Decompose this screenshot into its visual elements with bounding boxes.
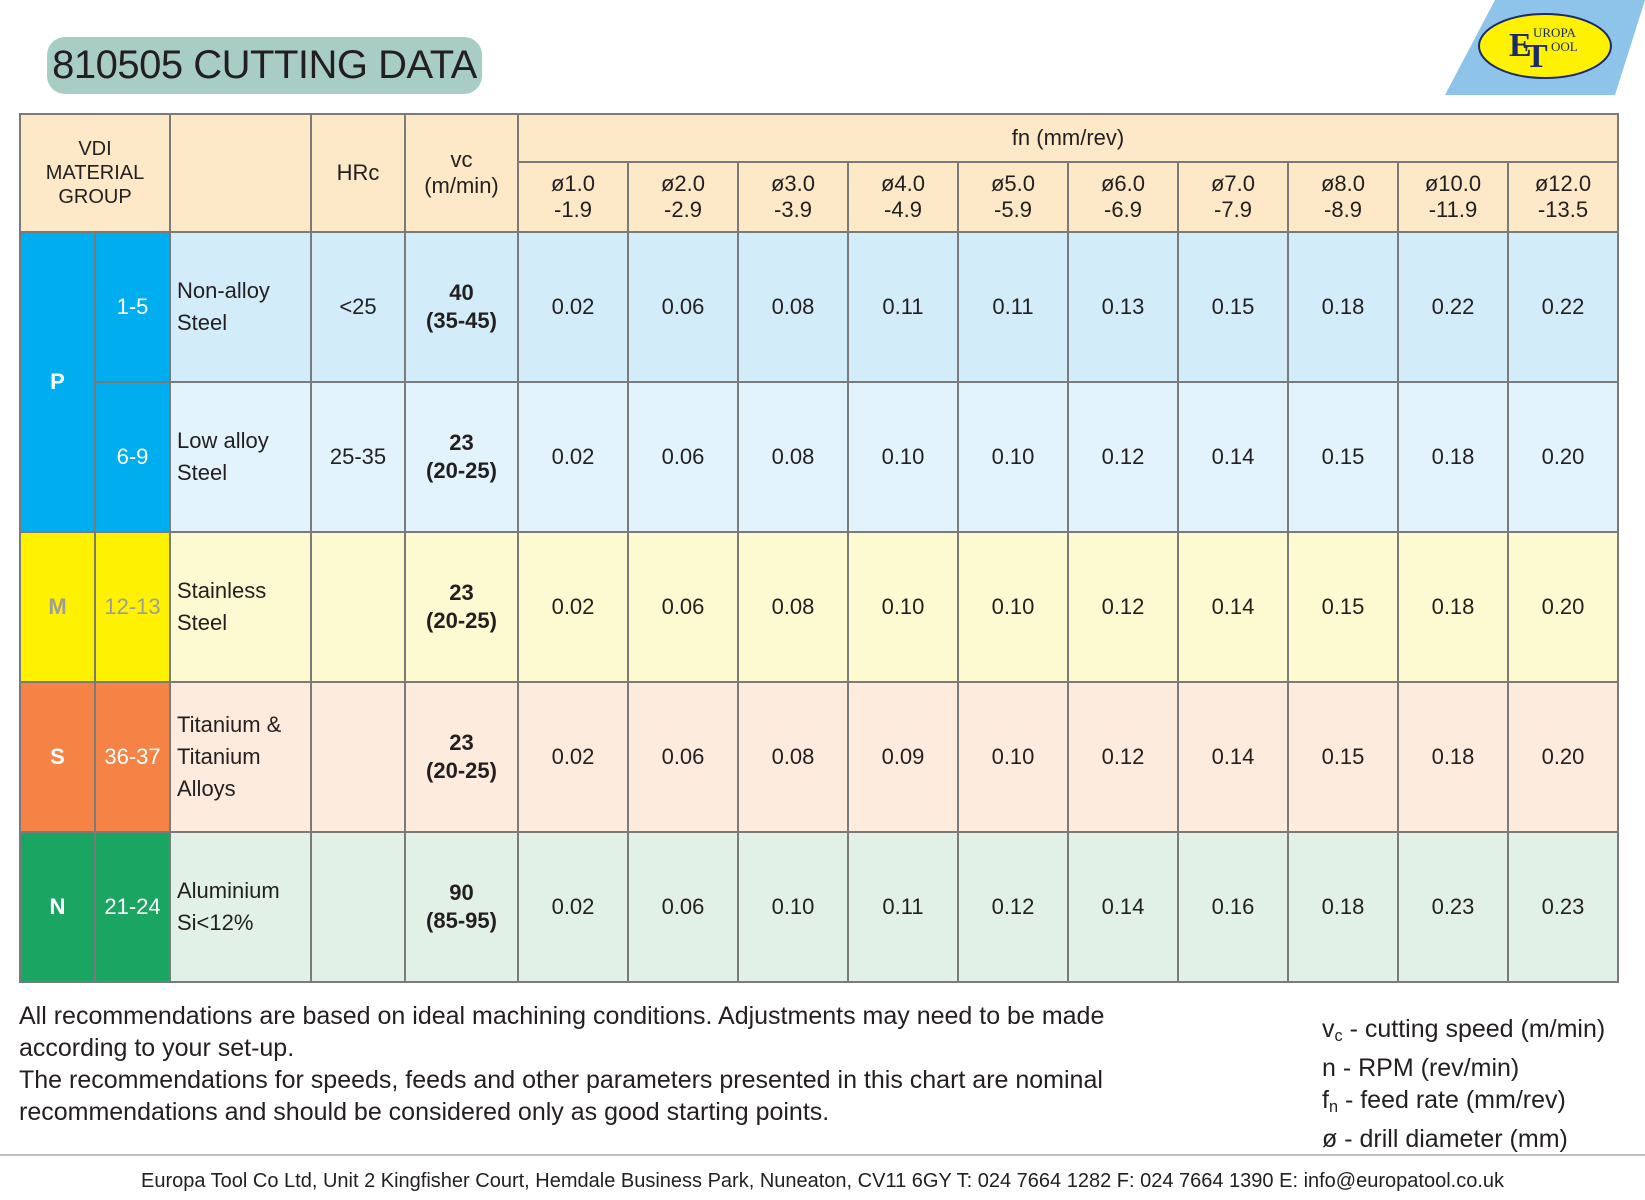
note-2: The recommendations for speeds, feeds and other parameters presented in this chart are nominal recommendations and should be considered only as good starting points. [19, 1066, 1103, 1126]
vc-nominal: 23 [449, 730, 474, 755]
diameter-from: ø10.0 [1424, 171, 1482, 196]
legend-description: - cutting speed (m/min) [1342, 1015, 1606, 1043]
svg-text:E: E [1509, 27, 1532, 64]
feed-value: 0.06 [628, 682, 738, 832]
svg-text:UROPA: UROPA [1533, 25, 1576, 40]
vc-value [405, 682, 518, 832]
diameter-to: -5.9 [994, 197, 1032, 222]
feed-value: 0.18 [1398, 532, 1508, 682]
legend-symbol: ø [1322, 1125, 1338, 1153]
legend-description: - RPM (rev/min) [1335, 1054, 1520, 1082]
vc-range: (35-45) [426, 308, 497, 333]
feed-value: 0.15 [1288, 382, 1398, 532]
feed-value: 0.13 [1068, 232, 1178, 382]
diameter-to: -13.5 [1537, 197, 1589, 222]
svg-text:T: T [1525, 38, 1548, 75]
legend-item [1322, 1013, 1642, 1052]
vc-value [405, 232, 518, 382]
vdi-range: 6-9 [95, 382, 170, 532]
svg-text:OOL: OOL [1551, 39, 1578, 54]
material-name: Aluminium Si<12% [170, 832, 311, 982]
diameter-header [518, 162, 628, 232]
feed-value: 0.11 [848, 832, 958, 982]
table-row [20, 232, 1618, 382]
diameter-from: ø7.0 [1210, 171, 1256, 196]
feed-value: 0.10 [958, 682, 1068, 832]
feed-value: 0.02 [518, 532, 628, 682]
table-row [20, 382, 1618, 532]
material-name: Stainless Steel [170, 532, 311, 682]
material-group-letter: M [20, 532, 95, 682]
table-row [20, 832, 1618, 982]
europa-tool-logo [1445, 0, 1645, 95]
feed-value: 0.20 [1508, 382, 1618, 532]
diameter-to: -4.9 [884, 197, 922, 222]
feed-value: 0.12 [1068, 382, 1178, 532]
feed-value: 0.10 [958, 382, 1068, 532]
diameter-header [628, 162, 738, 232]
feed-value: 0.10 [848, 382, 958, 532]
feed-value: 0.12 [1068, 532, 1178, 682]
feed-value: 0.12 [958, 832, 1068, 982]
notes [19, 1000, 1149, 1128]
diameter-from: ø12.0 [1534, 171, 1592, 196]
hrc-value: <25 [311, 232, 405, 382]
feed-value: 0.06 [628, 832, 738, 982]
feed-value: 0.15 [1288, 532, 1398, 682]
feed-value: 0.16 [1178, 832, 1288, 982]
legend-subscript: c [1334, 1027, 1343, 1045]
legend [1322, 1013, 1642, 1155]
vc-range: (85-95) [426, 908, 497, 933]
note-1: All recommendations are based on ideal machining conditions. Adjustments may need to be made according to your set-up. [19, 1002, 1105, 1062]
diameter-header [1068, 162, 1178, 232]
feed-value: 0.14 [1178, 682, 1288, 832]
page-title: 810505 CUTTING DATA [47, 37, 482, 94]
feed-value: 0.18 [1288, 832, 1398, 982]
vc-header: vc (m/min) [405, 114, 518, 232]
feed-value: 0.14 [1068, 832, 1178, 982]
legend-item [1322, 1084, 1642, 1123]
diameter-header [1398, 162, 1508, 232]
hrc-value: 25-35 [311, 382, 405, 532]
feed-value: 0.15 [1178, 232, 1288, 382]
diameter-from: ø4.0 [880, 171, 926, 196]
feed-value: 0.02 [518, 832, 628, 982]
diameter-to: -7.9 [1214, 197, 1252, 222]
vc-nominal: 40 [449, 280, 474, 305]
vdi-range: 21-24 [95, 832, 170, 982]
feed-value: 0.10 [738, 832, 848, 982]
feed-value: 0.02 [518, 232, 628, 382]
feed-value: 0.10 [958, 532, 1068, 682]
fn-header: fn (mm/rev) [518, 114, 1618, 162]
feed-value: 0.06 [628, 232, 738, 382]
diameter-header [848, 162, 958, 232]
feed-value: 0.20 [1508, 532, 1618, 682]
legend-item [1322, 1123, 1642, 1155]
feed-value: 0.02 [518, 682, 628, 832]
diameter-to: -1.9 [554, 197, 592, 222]
diameter-from: ø3.0 [770, 171, 816, 196]
diameter-from: ø2.0 [660, 171, 706, 196]
feed-value: 0.22 [1398, 232, 1508, 382]
vc-nominal: 90 [449, 880, 474, 905]
vc-value [405, 382, 518, 532]
hrc-value [311, 832, 405, 982]
feed-value: 0.09 [848, 682, 958, 832]
diameter-to: -2.9 [664, 197, 702, 222]
footer-contact: Europa Tool Co Ltd, Unit 2 Kingfisher Court, Hemdale Business Park, Nuneaton, CV11 6GY T: 024 7664 1282 F: 024 7664 1390 E: info@europatool.co.uk [140, 1170, 1504, 1192]
feed-value: 0.18 [1398, 382, 1508, 532]
feed-value: 0.10 [848, 532, 958, 682]
legend-item [1322, 1052, 1642, 1084]
feed-value: 0.11 [958, 232, 1068, 382]
legend-description: - feed rate (mm/rev) [1338, 1086, 1566, 1114]
feed-value: 0.22 [1508, 232, 1618, 382]
legend-symbol: v [1322, 1015, 1335, 1043]
vc-nominal: 23 [449, 580, 474, 605]
feed-value: 0.23 [1398, 832, 1508, 982]
table-row [20, 682, 1618, 832]
vdi-range: 12-13 [95, 532, 170, 682]
vc-nominal: 23 [449, 430, 474, 455]
diameter-header [1508, 162, 1618, 232]
vdi-range: 1-5 [95, 232, 170, 382]
vc-range: (20-25) [426, 458, 497, 483]
vdi-group-header: VDI MATERIAL GROUP [20, 114, 170, 232]
feed-value: 0.14 [1178, 532, 1288, 682]
diameter-from: ø5.0 [990, 171, 1036, 196]
diameter-header [738, 162, 848, 232]
feed-value: 0.20 [1508, 682, 1618, 832]
legend-symbol: f [1322, 1086, 1329, 1114]
diameter-from: ø6.0 [1100, 171, 1146, 196]
legend-symbol: n [1322, 1054, 1336, 1082]
diameter-to: -6.9 [1104, 197, 1142, 222]
feed-value: 0.18 [1288, 232, 1398, 382]
material-name: Titanium & Titanium Alloys [170, 682, 311, 832]
feed-value: 0.08 [738, 382, 848, 532]
vdi-range: 36-37 [95, 682, 170, 832]
feed-value: 0.08 [738, 682, 848, 832]
vc-range: (20-25) [426, 758, 497, 783]
feed-value: 0.23 [1508, 832, 1618, 982]
material-name: Low alloy Steel [170, 382, 311, 532]
legend-subscript: n [1328, 1098, 1338, 1116]
feed-value: 0.11 [848, 232, 958, 382]
diameter-to: -8.9 [1324, 197, 1362, 222]
material-group-letter: S [20, 682, 95, 832]
material-group-letter: P [20, 232, 95, 532]
cutting-data-table [19, 113, 1619, 983]
feed-value: 0.02 [518, 382, 628, 532]
hrc-value [311, 682, 405, 832]
legend-description: - drill diameter (mm) [1337, 1125, 1568, 1153]
feed-value: 0.08 [738, 232, 848, 382]
feed-value: 0.14 [1178, 382, 1288, 532]
diameter-header [1178, 162, 1288, 232]
footer-divider [0, 1154, 1645, 1156]
diameter-header [1288, 162, 1398, 232]
vc-value [405, 532, 518, 682]
diameter-header [958, 162, 1068, 232]
material-group-letter: N [20, 832, 95, 982]
diameter-from: ø8.0 [1320, 171, 1366, 196]
table-row [20, 532, 1618, 682]
material-header [170, 114, 311, 232]
hrc-value [311, 532, 405, 682]
feed-value: 0.15 [1288, 682, 1398, 832]
diameter-to: -3.9 [774, 197, 812, 222]
hrc-header: HRc [311, 114, 405, 232]
diameter-from: ø1.0 [550, 171, 596, 196]
feed-value: 0.08 [738, 532, 848, 682]
feed-value: 0.06 [628, 382, 738, 532]
vc-range: (20-25) [426, 608, 497, 633]
feed-value: 0.12 [1068, 682, 1178, 832]
feed-value: 0.18 [1398, 682, 1508, 832]
diameter-to: -11.9 [1428, 197, 1478, 222]
feed-value: 0.06 [628, 532, 738, 682]
material-name: Non-alloy Steel [170, 232, 311, 382]
vc-value [405, 832, 518, 982]
